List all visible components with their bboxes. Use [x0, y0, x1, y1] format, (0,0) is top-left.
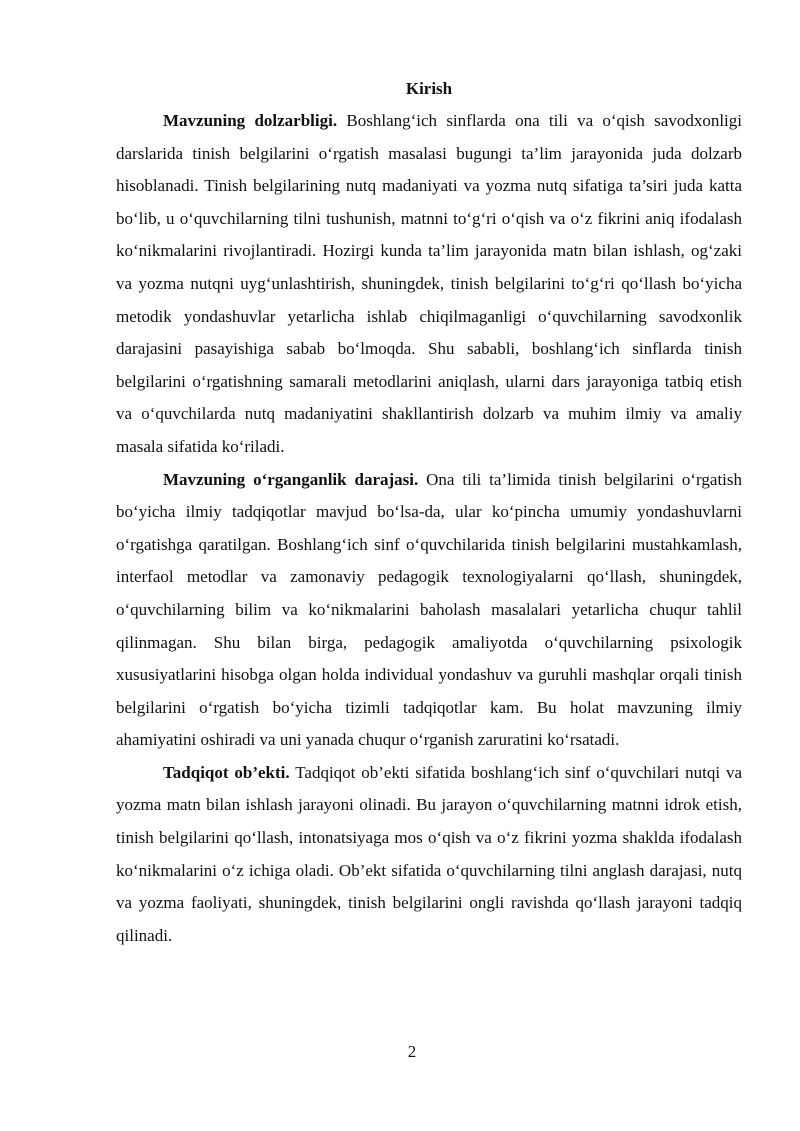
paragraph-lead: Tadqiqot ob’ekti.	[163, 762, 290, 782]
page-content	[116, 74, 742, 952]
paragraph-text: Boshlang‘ich sinflarda ona tili va o‘qish savodxonligi darslarida tinish belgilarini o‘rgatish masalasi bugungi ta’lim jarayonida juda dolzarb hisoblanadi. Tinish belgilarining nutq madaniyati va yozma nutq sifatiga ta’siri juda katta bo‘lib, u o‘quvchilarning tilni tushunish, matnni to‘g‘ri o‘qish va o‘z fikrini aniq ifodalash ko‘nikmalarini rivojlantiradi. Hozirgi kunda ta’lim jarayonida matn bilan ishlash, og‘zaki va yozma nutqni uyg‘unlashtirish, shuningdek, tinish belgilarini to‘g‘ri qo‘llash bo‘yicha metodik yondashuvlar yetarlicha ishlab chiqilmaganligi o‘quvchilarning savodxonlik darajasini pasayishiga sabab bo‘lmoqda. Shu sababli, boshlang‘ich sinflarda tinish belgilarini o‘rgatishning samarali metodlarini aniqlash, ularni dars jarayoniga tatbiq etish va o‘quvchilarda nutq madaniyatini shakllantirish dolzarb va muhim ilmiy va amaliy masala sifatida ko‘riladi.	[116, 111, 742, 456]
paragraph-text: Tadqiqot ob’ekti sifatida boshlang‘ich sinf o‘quvchilari nutqi va yozma matn bilan ishlash jarayoni olinadi. Bu jarayon o‘quvchilarning matnni idrok etish, tinish belgilarini qo‘llash, intonatsiyaga mos o‘qish va o‘z fikrini yozma shaklda ifodalash ko‘nikmalarini o‘z ichiga oladi. Ob’ekt sifatida o‘quvchilarning tilni anglash darajasi, nutq va yozma faoliyati, shuningdek, tinish belgilarini ongli ravishda qo‘llash jarayoni tadqiq qilinadi.	[116, 762, 742, 945]
page-number: 2	[407, 1042, 417, 1061]
paragraph-relevance	[116, 105, 742, 464]
paragraph-lead: Mavzuning o‘rganganlik darajasi.	[163, 469, 419, 489]
section-title: Kirish	[405, 79, 453, 98]
paragraph-study-level	[116, 464, 742, 757]
paragraph-research-object	[116, 757, 742, 953]
paragraph-lead: Mavzuning dolzarbligi.	[163, 111, 338, 130]
paragraph-text: Ona tili ta’limida tinish belgilarini o‘rgatish bo‘yicha ilmiy tadqiqotlar mavjud bo‘lsa-da, ular ko‘pincha umumiy yondashuvlarni o‘rgatishga qaratilgan. Boshlang‘ich sinf o‘quvchilarida tinish belgilarini mustahkamlash, interfaol metodlar va zamonaviy pedagogik texnologiyalarni qo‘llash, shuningdek, o‘quvchilarning bilim va ko‘nikmalarini baholash masalalari yetarlicha chuqur tahlil qilinmagan. Shu bilan birga, pedagogik amaliyotda o‘quvchilarning psixologik xususiyatlarini hisobga olgan holda individual yondashuv va guruhli mashqlar orqali tinish belgilarini o‘rgatish bo‘yicha tizimli tadqiqotlar kam. Bu holat mavzuning ilmiy ahamiyatini oshiradi va uni yanada chuqur o‘rganish zaruratini ko‘rsatadi.	[116, 469, 743, 750]
